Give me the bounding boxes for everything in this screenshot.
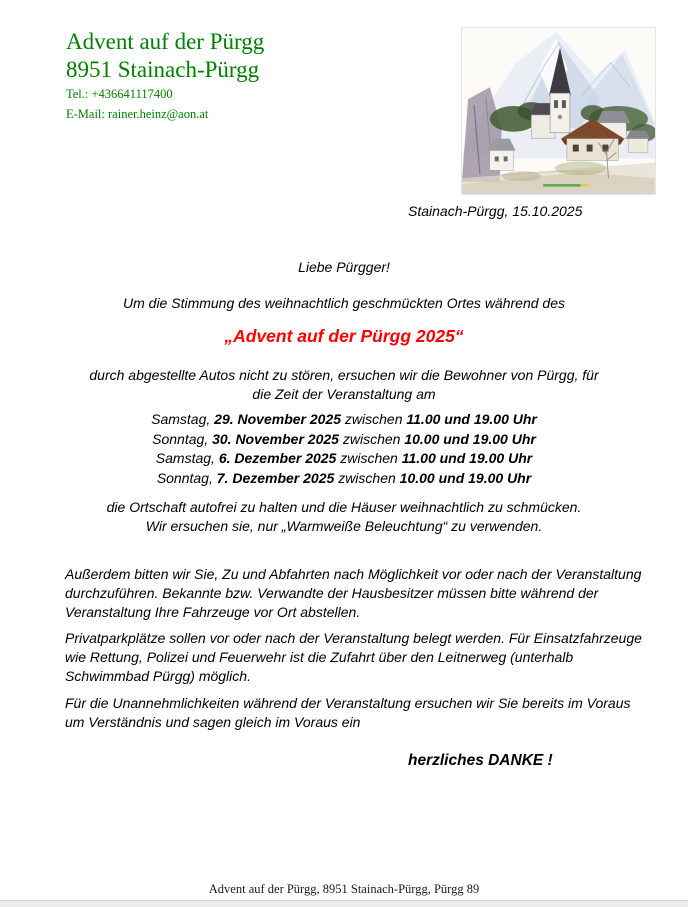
- schedule-day: Samstag,: [155, 450, 215, 466]
- schedule-row: [54, 449, 634, 469]
- thanks-line: herzliches DANKE !: [408, 752, 553, 769]
- schedule-date: 29. November 2025: [214, 411, 342, 427]
- salutation: Liebe Pürgger!: [298, 259, 390, 275]
- schedule-row: [54, 430, 634, 450]
- schedule-mid: zwischen: [344, 411, 403, 427]
- schedule-mid: zwischen: [342, 430, 401, 447]
- request-line-1: durch abgestellte Autos nicht zu stören, ersuchen wir die Bewohner von Pürgg, für: [89, 367, 599, 383]
- event-schedule: [54, 410, 634, 488]
- letterhead: [66, 28, 264, 124]
- schedule-time: 11.00 und 19.00 Uhr: [406, 411, 537, 427]
- outcome-paragraph: [54, 498, 634, 536]
- schedule-mid: zwischen: [340, 450, 398, 466]
- event-title: „Advent auf der Pürgg 2025“: [224, 326, 464, 346]
- schedule-day: Sonntag,: [152, 430, 209, 447]
- request-paragraph: [54, 366, 634, 404]
- schedule-date: 6. Dezember 2025: [218, 450, 337, 466]
- intro-line: Um die Stimmung des weihnachtlich geschmückten Ortes während des: [123, 295, 565, 311]
- schedule-day: Samstag,: [151, 411, 211, 427]
- place-date-line: Stainach-Pürgg, 15.10.2025: [408, 203, 583, 219]
- schedule-row: [54, 410, 634, 430]
- schedule-date: 7. Dezember 2025: [216, 469, 335, 486]
- schedule-mid: zwischen: [338, 469, 396, 486]
- page-footer: Advent auf der Pürgg, 8951 Stainach-Pürgg, Pürgg 89: [208, 882, 480, 896]
- outcome-line-2: Wir ersuchen sie, nur „Warmweiße Beleuchtung“ zu verwenden.: [145, 518, 543, 534]
- village-watercolor-svg: [462, 28, 655, 194]
- request-line-2: die Zeit der Veranstaltung am: [252, 386, 436, 402]
- page-bottom-edge: [0, 900, 688, 907]
- schedule-time: 10.00 und 19.00 Uhr: [404, 430, 536, 447]
- schedule-time: 11.00 und 19.00 Uhr: [401, 450, 533, 466]
- outcome-line-1: die Ortschaft autofrei zu halten und die Häuser weihnachtlich zu schmücken.: [106, 499, 582, 515]
- letterhead-title-line1: Advent auf der Pürgg: [66, 29, 265, 54]
- paragraph-apology: Für die Unannehmlichkeiten während der Veranstaltung ersuchen wir Sie bereits im Voraus um Verständnis und sagen gleich im Voraus ein: [65, 695, 631, 730]
- schedule-time: 10.00 und 19.00 Uhr: [399, 469, 532, 486]
- paragraph-parking: Privatparkplätze sollen vor oder nach der Veranstaltung belegt werden. Für Einsatzfahrzeuge wie Rettung, Polizei und Feuerwehr ist die Zufahrt über den Leitnerweg (unterhalb Schwimmbad Pürgg) möglich.: [65, 630, 642, 684]
- schedule-date: 30. November 2025: [212, 430, 339, 447]
- letterhead-phone: Tel.: +436641117400: [66, 87, 173, 101]
- schedule-day: Sonntag,: [156, 469, 213, 486]
- paragraph-access: Außerdem bitten wir Sie, Zu und Abfahrten nach Möglichkeit vor oder nach der Veranstaltung durchzuführen. Bekannte bzw. Verwandte der Hausbesitzer müssen bitte während der Veranstaltung Ihre Fahrzeuge vor Ort abstellen.: [65, 566, 642, 620]
- village-watercolor-image: [461, 27, 656, 195]
- letterhead-email: E-Mail: rainer.heinz@aon.at: [66, 107, 209, 121]
- schedule-row: [54, 469, 634, 489]
- letterhead-title-line2: 8951 Stainach-Pürgg: [66, 57, 260, 82]
